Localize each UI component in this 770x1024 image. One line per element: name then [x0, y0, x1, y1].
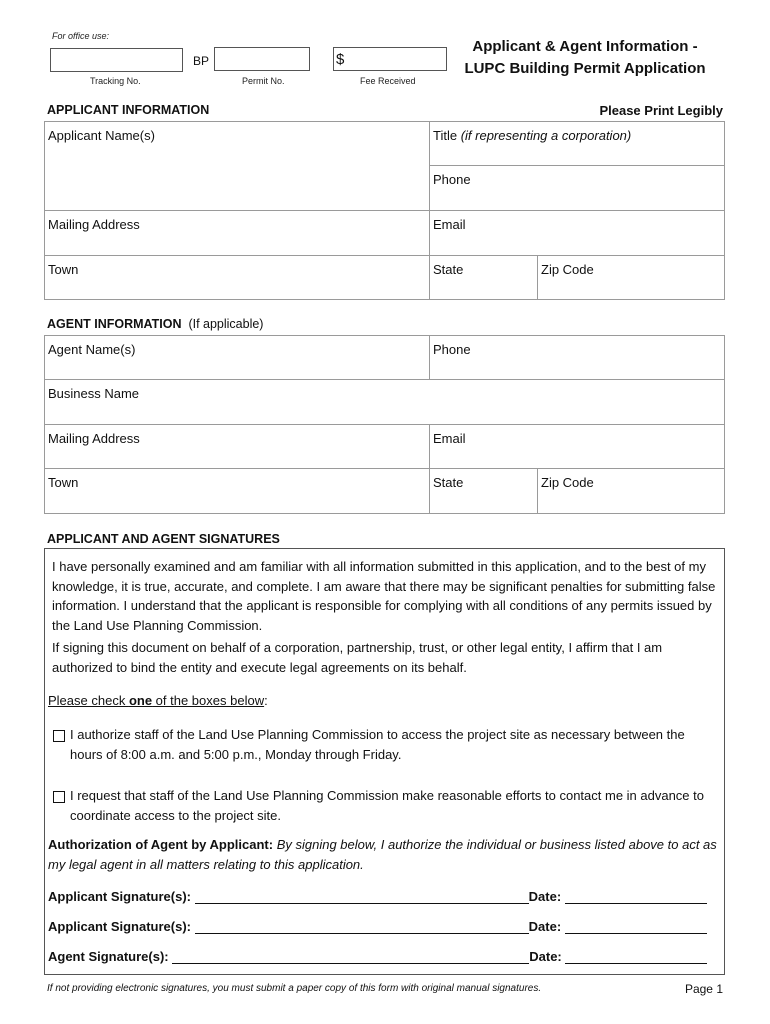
permit-label: Permit No. [242, 76, 285, 86]
option-2 [53, 786, 719, 825]
title-line-1: Applicant & Agent Information - [472, 38, 698, 55]
date-label-3: Date: [529, 949, 562, 964]
applicant-town-label: Town [48, 262, 79, 277]
applicant-name-field[interactable] [44, 121, 430, 211]
date-label-1: Date: [528, 889, 562, 904]
agent-mailing-field[interactable] [44, 424, 430, 469]
option-2-checkbox[interactable] [53, 791, 65, 803]
authorization-label: Authorization of Agent by Applicant: [48, 837, 274, 852]
agent-state-label: State [433, 475, 464, 490]
fee-label: Fee Received [360, 76, 416, 86]
check-prefix: Please check [48, 693, 129, 708]
applicant-mailing-label: Mailing Address [48, 217, 140, 232]
applicant-zip-label: Zip Code [541, 262, 594, 277]
page-title [455, 36, 715, 80]
agent-email-field[interactable] [429, 424, 725, 469]
applicant-signature-line-1[interactable] [195, 889, 529, 904]
applicant-mailing-field[interactable] [44, 210, 430, 256]
applicant-email-label: Email [433, 217, 466, 232]
check-one: one [128, 693, 153, 708]
agent-business-label: Business Name [48, 386, 140, 401]
authorization-text: By signing below, I authorize the individual or business listed above to act as my legal agent in all matters relating to this application. [48, 837, 717, 872]
applicant-town-field[interactable] [44, 255, 430, 300]
applicant-title-field[interactable] [429, 121, 725, 166]
option-1-checkbox[interactable] [53, 730, 65, 742]
option-1 [53, 725, 719, 764]
agent-heading-text: AGENT INFORMATION [47, 317, 182, 331]
agent-town-label: Town [48, 475, 79, 490]
agent-phone-field[interactable] [429, 335, 725, 380]
agent-zip-label: Zip Code [541, 475, 594, 490]
date-line-1[interactable] [565, 889, 707, 904]
certification-paragraph: I have personally examined and am familiar with all information submitted in this application, and to the best of my knowledge, it is true, accurate, and complete. I am aware that there may be significant penalties for submitting false information. I understand that the applicant is responsible for complying with all conditions of any permits issued by the Land Use Planning Commission. [52, 559, 716, 633]
agent-heading [47, 317, 263, 331]
agent-signature-label: Agent Signature(s): [48, 949, 169, 964]
option-1-text: I authorize staff of the Land Use Planning Commission to access the project site as necessary between the hours of 8:00 a.m. and 5:00 p.m., Monday through Friday. [70, 727, 685, 762]
date-line-3[interactable] [565, 949, 707, 964]
applicant-state-label: State [433, 262, 464, 277]
applicant-signature-row-1 [48, 889, 718, 904]
dollar-sign: $ [336, 51, 345, 68]
agent-authorization [48, 835, 720, 874]
applicant-signature-label-1: Applicant Signature(s): [48, 889, 192, 904]
agent-signature-line[interactable] [172, 949, 529, 964]
applicant-signature-row-2 [48, 919, 718, 934]
signatures-heading: APPLICANT AND AGENT SIGNATURES [47, 532, 280, 546]
date-line-2[interactable] [565, 919, 707, 934]
applicant-title-label: Title [433, 128, 458, 143]
applicant-email-field[interactable] [429, 210, 725, 256]
applicant-zip-field[interactable] [537, 255, 725, 300]
office-use-label: For office use: [52, 31, 110, 41]
tracking-number-input[interactable] [50, 48, 183, 72]
check-suffix: of the boxes below [152, 693, 265, 708]
agent-email-label: Email [433, 431, 466, 446]
signatures-box [44, 548, 725, 975]
option-2-text: I request that staff of the Land Use Planning Commission make reasonable efforts to contact me in advance to coordinate access to the project site. [70, 788, 704, 823]
applicant-signature-line-2[interactable] [195, 919, 529, 934]
agent-mailing-label: Mailing Address [48, 431, 140, 446]
entity-paragraph: If signing this document on behalf of a corporation, partnership, trust, or other legal entity, I affirm that I am authorized to bind the entity and execute legal agreements on its behalf. [52, 640, 663, 675]
check-instruction [48, 691, 268, 711]
check-colon: : [264, 693, 268, 708]
agent-town-field[interactable] [44, 468, 430, 514]
applicant-state-field[interactable] [429, 255, 538, 300]
agent-heading-note: (If applicable) [188, 317, 264, 331]
footer-note: If not providing electronic signatures, you must submit a paper copy of this form with original manual signatures. [47, 983, 542, 994]
agent-zip-field[interactable] [537, 468, 725, 514]
applicant-heading: APPLICANT INFORMATION [47, 103, 210, 117]
agent-signature-row [48, 949, 718, 964]
agent-business-field[interactable] [44, 379, 725, 425]
applicant-name-label: Applicant Name(s) [48, 128, 155, 143]
agent-name-label: Agent Name(s) [48, 342, 136, 357]
print-legibly-note: Please Print Legibly [599, 103, 723, 118]
fee-received-field[interactable] [333, 47, 447, 71]
date-label-2: Date: [528, 919, 562, 934]
applicant-phone-field[interactable] [429, 165, 725, 211]
agent-phone-label: Phone [433, 342, 471, 357]
page-number: Page 1 [684, 982, 723, 996]
agent-name-field[interactable] [44, 335, 430, 380]
bp-prefix: BP [193, 54, 210, 68]
applicant-phone-label: Phone [433, 172, 471, 187]
permit-number-input[interactable] [214, 47, 310, 71]
applicant-signature-label-2: Applicant Signature(s): [48, 919, 192, 934]
tracking-label: Tracking No. [90, 76, 141, 86]
applicant-title-note: (if representing a corporation) [460, 128, 632, 143]
title-line-2: LUPC Building Permit Application [464, 60, 706, 77]
agent-state-field[interactable] [429, 468, 538, 514]
